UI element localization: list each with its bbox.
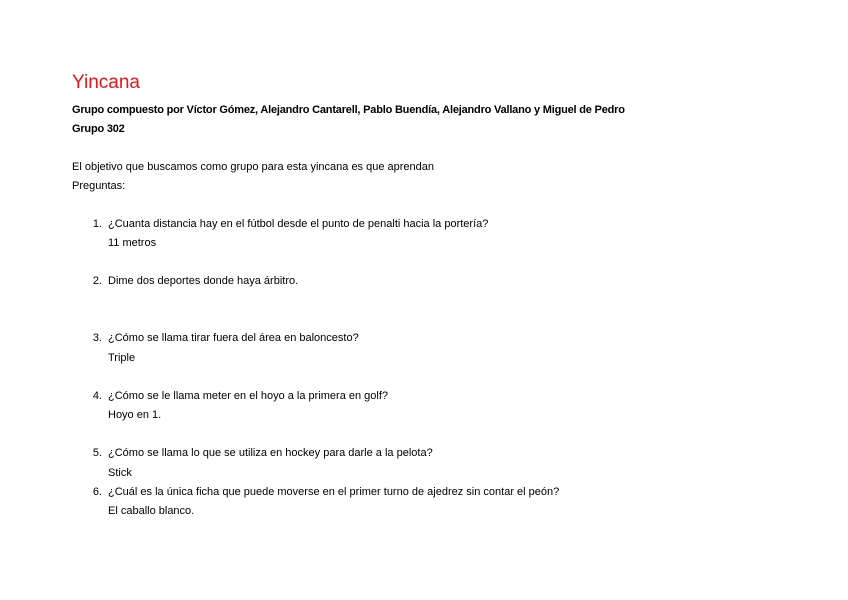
question-text: ¿Cómo se le llama meter en el hoyo a la primera en golf? bbox=[108, 390, 389, 402]
question-number: 3. bbox=[92, 332, 102, 344]
question-number: 4. bbox=[92, 390, 102, 402]
group-members-line: Grupo compuesto por Víctor Gómez, Alejandro Cantarell, Pablo Buendía, Alejandro Vallano y Miguel de Pedro bbox=[72, 104, 625, 116]
question-number: 6. bbox=[92, 486, 102, 498]
question-text: ¿Cómo se llama lo que se utiliza en hockey para darle a la pelota? bbox=[108, 447, 433, 459]
answer-text: Hoyo en 1. bbox=[108, 409, 162, 421]
answer-text: 11 metros bbox=[108, 237, 157, 249]
answer-text: Stick bbox=[108, 467, 132, 479]
questions-label: Preguntas: bbox=[72, 180, 126, 192]
question-text: ¿Cuál es la única ficha que puede moverse en el primer turno de ajedrez sin contar el peón? bbox=[108, 486, 560, 498]
question-number: 2. bbox=[92, 275, 102, 287]
question-text: Dime dos deportes donde haya árbitro. bbox=[108, 275, 299, 287]
question-number: 1. bbox=[92, 218, 102, 230]
intro-text: El objetivo que buscamos como grupo para esta yincana es que aprendan bbox=[72, 161, 435, 173]
question-text: ¿Cómo se llama tirar fuera del área en baloncesto? bbox=[108, 332, 359, 344]
question-number: 5. bbox=[92, 447, 102, 459]
question-text: ¿Cuanta distancia hay en el fútbol desde el punto de penalti hacia la portería? bbox=[108, 218, 489, 230]
answer-text: Triple bbox=[108, 352, 136, 364]
answer-text: El caballo blanco. bbox=[108, 505, 195, 517]
document-title: Yincana bbox=[72, 72, 140, 93]
group-number-line: Grupo 302 bbox=[72, 123, 125, 135]
